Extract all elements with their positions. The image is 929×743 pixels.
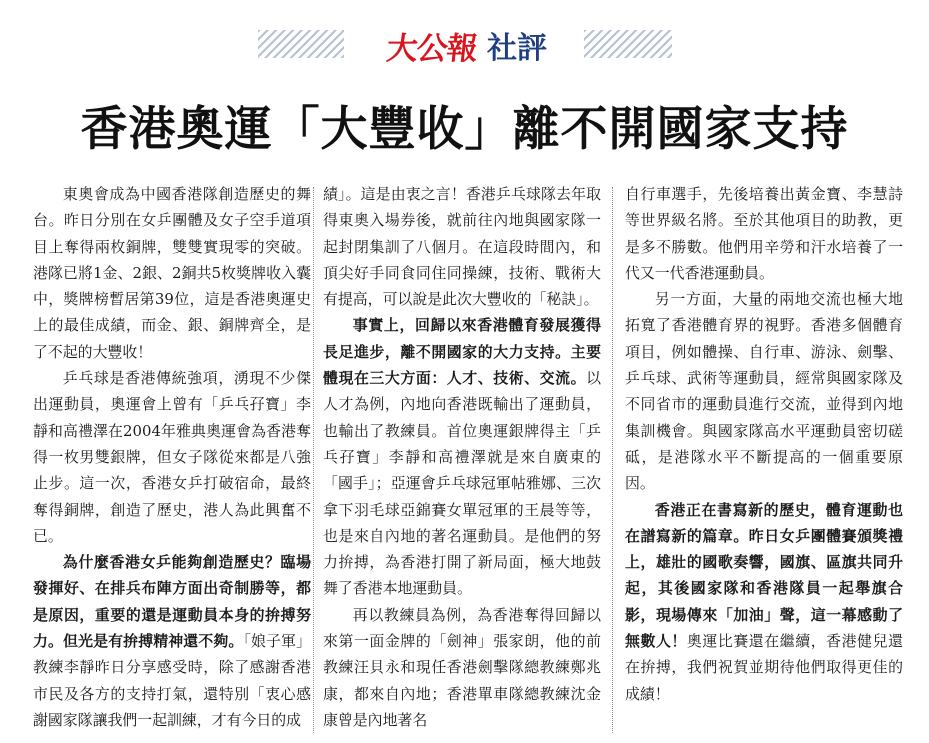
article-paragraph [33, 365, 311, 549]
article-paragraph [625, 497, 903, 707]
headline: 香港奧運「大豐收」離不開國家支持 [80, 102, 849, 157]
column-divider [313, 187, 314, 733]
column-2 [323, 181, 601, 737]
body-text: 再以教練員為例，為香港奪得回歸以來第一面金牌的「劍神」張家朗，他的前教練汪貝永和現任香港劍擊隊總教練鄭兆康，都來自內地；香港單車隊總教練沈金康曾是內地著名 [323, 605, 601, 729]
emphasis-text: 為什麼香港女乒能夠創造歷史？臨場發揮好、在排兵布陣方面出奇制勝等，都是原因，重要的還是運動員本身的拚搏努力。但光是有拚搏精神還不夠。 [33, 553, 311, 651]
emphasis-text: 香港正在書寫新的歷史，體育運動也在譜寫新的篇章。昨日女乒團體賽頒獎禮上，雄壯的國歌奏響，國旗、區旗共同升起，其後國家隊和香港隊員一起舉旗合影，現場傳來「加油」聲，這一幕感動了無數人！ [625, 500, 903, 651]
masthead-hatch-right [584, 30, 672, 58]
body-text: 「娘子軍」教練李靜昨日分享感受時，除了感謝香港市民及各方的支持打氣，還特別「衷心感謝國家隊讓我們一起訓練，才有今日的成 [33, 632, 311, 729]
editorial-column-title: 社評 [487, 31, 547, 66]
body-text: 另一方面，大量的兩地交流也極大地拓寬了香港體育界的視野。香港多個體育項目，例如體操、自行車、游泳、劍擊、乒乓球、武術等運動員，經常與國家隊及不同省市的運動員進行交流，並得到內地集訓機會。與國家隊高水平運動員密切磋砥，是港隊水平不斷提高的一個重要原因。 [625, 290, 903, 493]
masthead-hatch-left [258, 30, 344, 58]
body-text: 績」。這是由衷之言！香港乒乓球隊去年取得東奧入場券後，就前往內地與國家隊一起封閉集訓了八個月。在這段時間內，和頂尖好手同食同住同操練，技術、戰術大有提高，可以說是此次大豐收的「秘訣」。 [323, 185, 601, 309]
emphasis-text: 事實上，回歸以來香港體育發展獲得長足進步，離不開國家的大力支持。主要體現在三大方面：人才、技術、交流。 [323, 316, 601, 388]
masthead [258, 22, 672, 68]
column-3 [625, 181, 903, 737]
article-body [33, 181, 903, 737]
masthead-brand [354, 22, 580, 68]
column-divider [612, 187, 613, 733]
article-paragraph [625, 286, 903, 496]
article-paragraph [323, 312, 601, 601]
ta-kung-pao-logo: 大公報 [384, 30, 479, 67]
body-text: 以人才為例，內地向香港既輸出了運動員，也輸出了教練員。首位奧運銀牌得主「乒乓孖寶」李靜和高禮澤就是來自廣東的「國手」；亞運會乒乓球冠軍帖雅娜、三次拿下羽毛球亞錦賽女單冠軍的王晨等等，也是來自內地的著名運動員。是他們的努力拚搏，為香港打開了新局面，極大地鼓舞了香港本地運動員。 [323, 369, 601, 598]
body-text: 奧運比賽還在繼續，香港健兒還在拚搏，我們祝賀並期待他們取得更佳的成績！ [625, 632, 903, 703]
article-paragraph [33, 181, 311, 365]
article-paragraph [323, 181, 601, 312]
body-text: 乒乓球是香港傳統強項，湧現不少傑出運動員，奧運會上曾有「乒乓孖寶」李靜和高禮澤在2004年雅典奧運會為香港奪得一枚男雙銀牌，但女子隊從來都是八強止步。這一次，香港女乒打破宿命，最終奪得銅牌，創造了歷史，港人為此興奮不已。 [33, 369, 311, 545]
article-paragraph [625, 181, 903, 286]
article-paragraph [33, 549, 311, 733]
body-text: 東奧會成為中國香港隊創造歷史的舞台。昨日分別在女乒團體及女子空手道項目上奪得兩枚銅牌，雙雙實現零的突破。港隊已將1金、2銀、2銅共5枚獎牌收入囊中，獎牌榜暫居第39位，這是香港奧運史上的最佳成績，而金、銀、銅牌齊全，是了不起的大豐收！ [33, 185, 311, 361]
body-text: 自行車選手，先後培養出黃金寶、李慧詩等世界級名將。至於其他項目的助教，更是多不勝數。他們用辛勞和汗水培養了一代又一代香港運動員。 [625, 185, 903, 282]
column-1 [33, 181, 311, 737]
article-paragraph [323, 602, 601, 733]
